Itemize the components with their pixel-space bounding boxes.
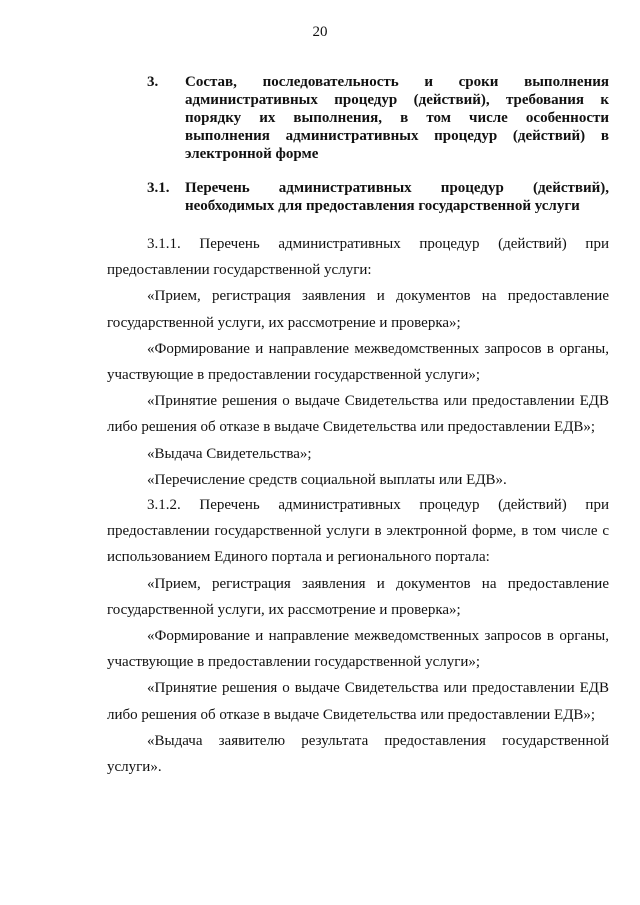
section-3-title: Состав, последовательность и сроки выполнения административных процедур (действий), требования к порядку их выполнения, в том числе особенности выполнения административных процедур (действий) в электронной форме: [185, 74, 609, 162]
list-item: «Выдача заявителю результата предоставления государственной услуги».: [107, 732, 609, 776]
list-item: «Формирование и направление межведомственных запросов в органы, участвующие в предоставлении государственной услуги»;: [107, 628, 609, 671]
section-3-number: 3.: [147, 74, 159, 90]
section-3-heading: [147, 73, 609, 163]
list-item: «Формирование и направление межведомственных запросов в органы, участвующие в предоставлении государственной услуги»;: [107, 340, 609, 384]
list-3-1-2: [107, 492, 609, 780]
list-item: «Выдача Свидетельства»;: [147, 445, 312, 462]
list-3-1-1-intro: 3.1.1. Перечень административных процедур (действий) при предоставлении государственной услуги:: [107, 236, 609, 279]
section-3-1-title: Перечень административных процедур (действий), необходимых для предоставления государственной услуги: [185, 180, 609, 214]
list-item: «Перечисление средств социальной выплаты или ЕДВ».: [147, 471, 507, 488]
list-item: «Принятие решения о выдаче Свидетельства или предоставлении ЕДВ либо решения об отказе в выдаче Свидетельства или предоставлении ЕДВ»;: [107, 680, 609, 723]
list-3-1-2-intro: 3.1.2. Перечень административных процедур (действий) при предоставлении государственной услуги в электронной форме, в том числе с использованием Единого портала и регионального портала:: [107, 497, 609, 566]
list-3-1-1: [107, 231, 609, 493]
page-number: 20: [312, 24, 328, 40]
list-item: «Прием, регистрация заявления и документов на предоставление государственной услуги, их рассмотрение и проверка»;: [107, 288, 609, 331]
list-item: «Прием, регистрация заявления и документов на предоставление государственной услуги, их рассмотрение и проверка»;: [107, 575, 609, 618]
section-3-1-number: 3.1.: [147, 180, 170, 196]
section-3-1-heading: [147, 179, 609, 215]
list-item: «Принятие решения о выдаче Свидетельства или предоставлении ЕДВ либо решения об отказе в выдаче Свидетельства или предоставлении ЕДВ»;: [107, 393, 609, 436]
